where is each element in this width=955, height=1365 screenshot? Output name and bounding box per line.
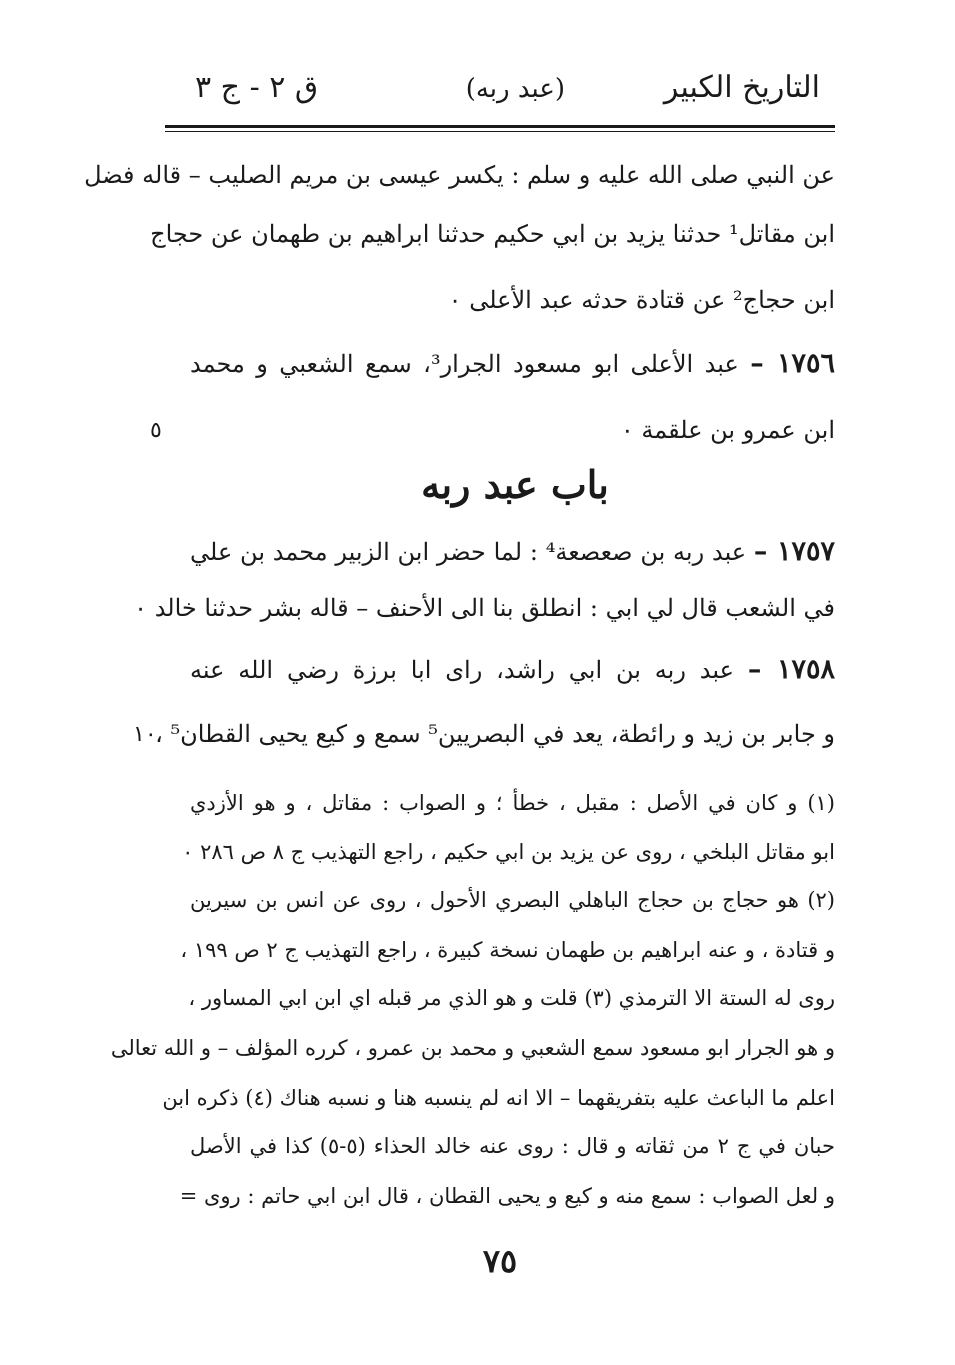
footnote-line: اعلم ما الباعث عليه بتفريقهما – الا انه لم ينسبه هنا و نسبه هناك (٤) ذكره ابن: [162, 1086, 835, 1110]
text-line: عن النبي صلى الله عليه و سلم : يكسر عيسى بن مريم الصليب – قاله فضل: [84, 161, 835, 189]
header-rule-thick: [165, 125, 835, 128]
entry-number: ١٧٥٧ –: [753, 536, 835, 567]
entry-number: ١٧٥٦ –: [750, 348, 835, 379]
footnote-line: ابو مقاتل البلخي ، روى عن يزيد بن ابي حكيم ، راجع التهذيب ج ٨ ص ٢٨٦ ٠: [182, 840, 835, 864]
footnote-line: (١) و كان في الأصل : مقبل ، خطأ ؛ و الصواب : مقاتل ، و هو الأزدي: [190, 791, 835, 815]
book-title: التاريخ الكبير: [663, 70, 820, 105]
text-line: ابن حجاج² عن قتادة حدثه عبد الأعلى ٠: [448, 286, 835, 314]
footnote-line: و هو الجرار ابو مسعود سمع الشعبي و محمد بن عمرو ، كرره المؤلف – و الله تعالى: [110, 1036, 835, 1060]
footnote-line: و قتادة ، و عنه ابراهيم بن طهمان نسخة كبيرة ، راجع التهذيب ج ٢ ص ١٩٩ ،: [180, 938, 835, 962]
line-number-margin: ١٠: [133, 722, 157, 747]
entry-1756-line: [190, 342, 835, 386]
entry-text: عبد ربه بن ابي راشد، راى ابا برزة رضي الله عنه: [190, 656, 734, 684]
entry-1758-line: [190, 648, 835, 692]
chapter-heading: باب عبد ربه: [421, 462, 609, 507]
text-line: في الشعب قال لي ابي : انطلق بنا الى الأحنف – قاله بشر حدثنا خالد ٠: [134, 594, 835, 622]
entry-number: ١٧٥٨ –: [747, 654, 835, 685]
text-line: ابن عمرو بن علقمة ٠: [620, 416, 835, 444]
entry-text: عبد الأعلى ابو مسعود الجرار³، سمع الشعبي و محمد: [190, 350, 739, 378]
page-number: ٧٥: [482, 1242, 518, 1280]
volume-reference: ق ٢ - ج ٣: [195, 70, 319, 105]
header-rule-thin: [165, 131, 835, 132]
entry-text: عبد ربه بن صعصعة⁴ : لما حضر ابن الزبير محمد بن علي: [190, 538, 747, 566]
text-line: ابن مقاتل¹ حدثنا يزيد بن ابي حكيم حدثنا ابراهيم بن طهمان عن حجاج: [150, 220, 835, 248]
footnote-line: و لعل الصواب : سمع منه و كيع و يحيى القطان ، قال ابن ابي حاتم : روى =: [179, 1184, 835, 1208]
entry-1757-line: [190, 530, 835, 574]
footnote-line: حبان في ج ٢ من ثقاته و قال : روى عنه خالد الحذاء (٥-٥) كذا في الأصل: [190, 1134, 835, 1158]
running-header: [165, 70, 835, 120]
section-title: (عبد ربه): [465, 74, 565, 104]
line-number-margin: ٥: [150, 418, 162, 443]
footnote-line: (٢) هو حجاج بن حجاج الباهلي البصري الأحول ، روى عن انس بن سيرين: [190, 888, 835, 912]
footnote-line: روى له الستة الا الترمذي (٣) قلت و هو الذي مر قبله اي ابن ابي المساور ،: [188, 986, 835, 1010]
text-line: و جابر بن زيد و رائطة، يعد في البصريين⁵ سمع و كيع يحيى القطان⁵ ،: [155, 720, 835, 748]
